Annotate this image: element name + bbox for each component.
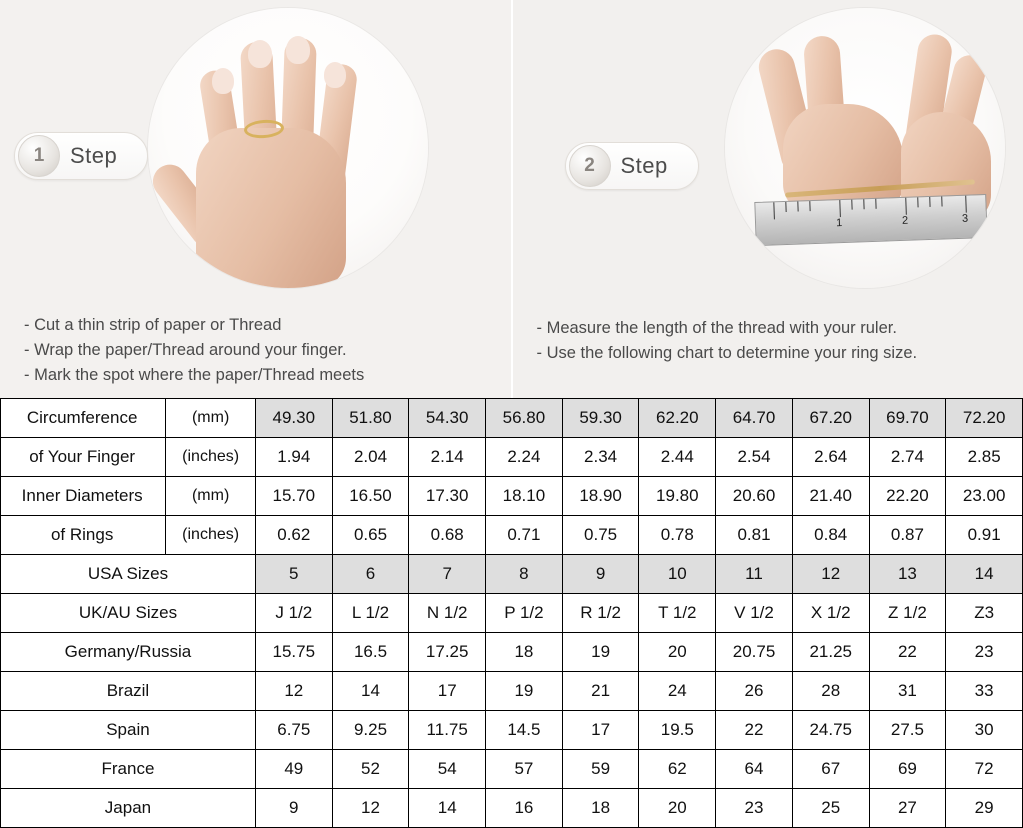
cell: 72.20: [946, 399, 1023, 438]
cell: 64: [716, 750, 793, 789]
cell: 0.81: [716, 516, 793, 555]
cell: 72: [946, 750, 1023, 789]
cell: 12: [792, 555, 869, 594]
cell: 18.90: [562, 477, 639, 516]
cell: X 1/2: [792, 594, 869, 633]
cell: 0.84: [792, 516, 869, 555]
cell: 11.75: [409, 711, 486, 750]
step-1-bullet-1: - Cut a thin strip of paper or Thread: [24, 313, 364, 338]
step-1-instructions: [24, 313, 364, 388]
step-2-instructions: [537, 316, 918, 366]
cell: 19.80: [639, 477, 716, 516]
hand-measuring-illustration: [725, 8, 1005, 288]
cell: 14: [332, 672, 409, 711]
cell: 17: [409, 672, 486, 711]
unit-circumference-inches: (inches): [166, 438, 256, 477]
cell: 5: [255, 555, 332, 594]
row-label-japan: Japan: [1, 789, 256, 828]
cell: Z 1/2: [869, 594, 946, 633]
ruler: [754, 194, 987, 246]
cell: 49.30: [255, 399, 332, 438]
cell: 22: [716, 711, 793, 750]
cell: 21: [562, 672, 639, 711]
cell: 0.62: [255, 516, 332, 555]
table-row: [1, 789, 1023, 828]
cell: 2.74: [869, 438, 946, 477]
cell: 54: [409, 750, 486, 789]
table-row: [1, 477, 1023, 516]
cell: 18.10: [486, 477, 563, 516]
cell: R 1/2: [562, 594, 639, 633]
cell: 27.5: [869, 711, 946, 750]
step-panel-2: [511, 0, 1023, 398]
cell: 20: [639, 789, 716, 828]
ruler-number-3: 3: [961, 213, 968, 225]
cell: 12: [255, 672, 332, 711]
cell: 14: [409, 789, 486, 828]
step-1-bullet-3: - Mark the spot where the paper/Thread meets: [24, 363, 364, 388]
cell: 12: [332, 789, 409, 828]
ruler-number-1: 1: [835, 217, 842, 229]
cell: 14: [946, 555, 1023, 594]
cell: 17: [562, 711, 639, 750]
unit-circumference-mm: (mm): [166, 399, 256, 438]
ruler-number-2: 2: [901, 215, 908, 227]
table-row: [1, 555, 1023, 594]
cell: 67.20: [792, 399, 869, 438]
cell: 0.65: [332, 516, 409, 555]
cell: 6.75: [255, 711, 332, 750]
cell: 19: [486, 672, 563, 711]
cell: 2.14: [409, 438, 486, 477]
cell: 9: [255, 789, 332, 828]
cell: 25: [792, 789, 869, 828]
hand-with-thread-photo: [148, 8, 428, 288]
cell: 2.64: [792, 438, 869, 477]
cell: 9: [562, 555, 639, 594]
step-label-2: Step: [621, 153, 668, 179]
row-label-germany-russia: Germany/Russia: [1, 633, 256, 672]
cell: 2.44: [639, 438, 716, 477]
cell: L 1/2: [332, 594, 409, 633]
row-label-spain: Spain: [1, 711, 256, 750]
table-row: [1, 594, 1023, 633]
cell: 6: [332, 555, 409, 594]
cell: 22.20: [869, 477, 946, 516]
cell: 29: [946, 789, 1023, 828]
step-number-1: 1: [18, 135, 60, 177]
step-number-2: 2: [569, 145, 611, 187]
row-label-circumference-2: of Your Finger: [1, 438, 166, 477]
cell: 57: [486, 750, 563, 789]
cell: 17.30: [409, 477, 486, 516]
cell: 67: [792, 750, 869, 789]
cell: 16.50: [332, 477, 409, 516]
table-row: [1, 711, 1023, 750]
cell: 54.30: [409, 399, 486, 438]
cell: 11: [716, 555, 793, 594]
cell: 23: [716, 789, 793, 828]
cell: 13: [869, 555, 946, 594]
cell: 56.80: [486, 399, 563, 438]
cell: 64.70: [716, 399, 793, 438]
cell: 33: [946, 672, 1023, 711]
cell: 1.94: [255, 438, 332, 477]
cell: T 1/2: [639, 594, 716, 633]
cell: 2.24: [486, 438, 563, 477]
cell: 24: [639, 672, 716, 711]
cell: P 1/2: [486, 594, 563, 633]
cell: 15.75: [255, 633, 332, 672]
cell: 9.25: [332, 711, 409, 750]
cell: 8: [486, 555, 563, 594]
table-row: [1, 516, 1023, 555]
step-panel-1: [0, 0, 511, 398]
cell: 49: [255, 750, 332, 789]
cell: 16.5: [332, 633, 409, 672]
cell: 30: [946, 711, 1023, 750]
table-row: [1, 399, 1023, 438]
cell: 62.20: [639, 399, 716, 438]
cell: 26: [716, 672, 793, 711]
step-2-bullet-2: - Use the following chart to determine your ring size.: [537, 341, 918, 366]
hand-illustration: [148, 8, 428, 288]
cell: 14.5: [486, 711, 563, 750]
cell: N 1/2: [409, 594, 486, 633]
hand-with-ruler-photo: [725, 8, 1005, 288]
cell: 23.00: [946, 477, 1023, 516]
cell: 18: [562, 789, 639, 828]
cell: 51.80: [332, 399, 409, 438]
cell: 62: [639, 750, 716, 789]
cell: 24.75: [792, 711, 869, 750]
row-label-circumference-1: Circumference: [1, 399, 166, 438]
cell: Z3: [946, 594, 1023, 633]
table-row: [1, 633, 1023, 672]
cell: 21.25: [792, 633, 869, 672]
cell: 2.85: [946, 438, 1023, 477]
unit-diameter-mm: (mm): [166, 477, 256, 516]
row-label-inner-diameter-1: Inner Diameters: [1, 477, 166, 516]
row-label-france: France: [1, 750, 256, 789]
cell: 2.34: [562, 438, 639, 477]
cell: 0.68: [409, 516, 486, 555]
step-label-1: Step: [70, 143, 117, 169]
cell: 69: [869, 750, 946, 789]
cell: 7: [409, 555, 486, 594]
steps-section: [0, 0, 1023, 398]
cell: 18: [486, 633, 563, 672]
cell: 0.87: [869, 516, 946, 555]
cell: 2.04: [332, 438, 409, 477]
step-2-bullet-1: - Measure the length of the thread with your ruler.: [537, 316, 918, 341]
cell: 0.91: [946, 516, 1023, 555]
cell: 20: [639, 633, 716, 672]
ring-size-chart-table: [0, 398, 1023, 828]
step-badge-2: [565, 142, 699, 190]
cell: 27: [869, 789, 946, 828]
cell: 21.40: [792, 477, 869, 516]
cell: 69.70: [869, 399, 946, 438]
row-label-brazil: Brazil: [1, 672, 256, 711]
cell: 31: [869, 672, 946, 711]
row-label-uk-au-sizes: UK/AU Sizes: [1, 594, 256, 633]
row-label-inner-diameter-2: of Rings: [1, 516, 166, 555]
cell: J 1/2: [255, 594, 332, 633]
cell: 19: [562, 633, 639, 672]
cell: 16: [486, 789, 563, 828]
cell: 15.70: [255, 477, 332, 516]
cell: 28: [792, 672, 869, 711]
row-label-usa-sizes: USA Sizes: [1, 555, 256, 594]
cell: 59: [562, 750, 639, 789]
cell: 22: [869, 633, 946, 672]
table-row: [1, 750, 1023, 789]
cell: 10: [639, 555, 716, 594]
cell: 17.25: [409, 633, 486, 672]
cell: V 1/2: [716, 594, 793, 633]
cell: 20.60: [716, 477, 793, 516]
cell: 2.54: [716, 438, 793, 477]
cell: 52: [332, 750, 409, 789]
cell: 59.30: [562, 399, 639, 438]
cell: 20.75: [716, 633, 793, 672]
cell: 0.75: [562, 516, 639, 555]
step-badge-1: [14, 132, 148, 180]
table-row: [1, 672, 1023, 711]
cell: 0.78: [639, 516, 716, 555]
unit-diameter-inches: (inches): [166, 516, 256, 555]
step-1-bullet-2: - Wrap the paper/Thread around your finger.: [24, 338, 364, 363]
cell: 0.71: [486, 516, 563, 555]
cell: 19.5: [639, 711, 716, 750]
cell: 23: [946, 633, 1023, 672]
table-row: [1, 438, 1023, 477]
